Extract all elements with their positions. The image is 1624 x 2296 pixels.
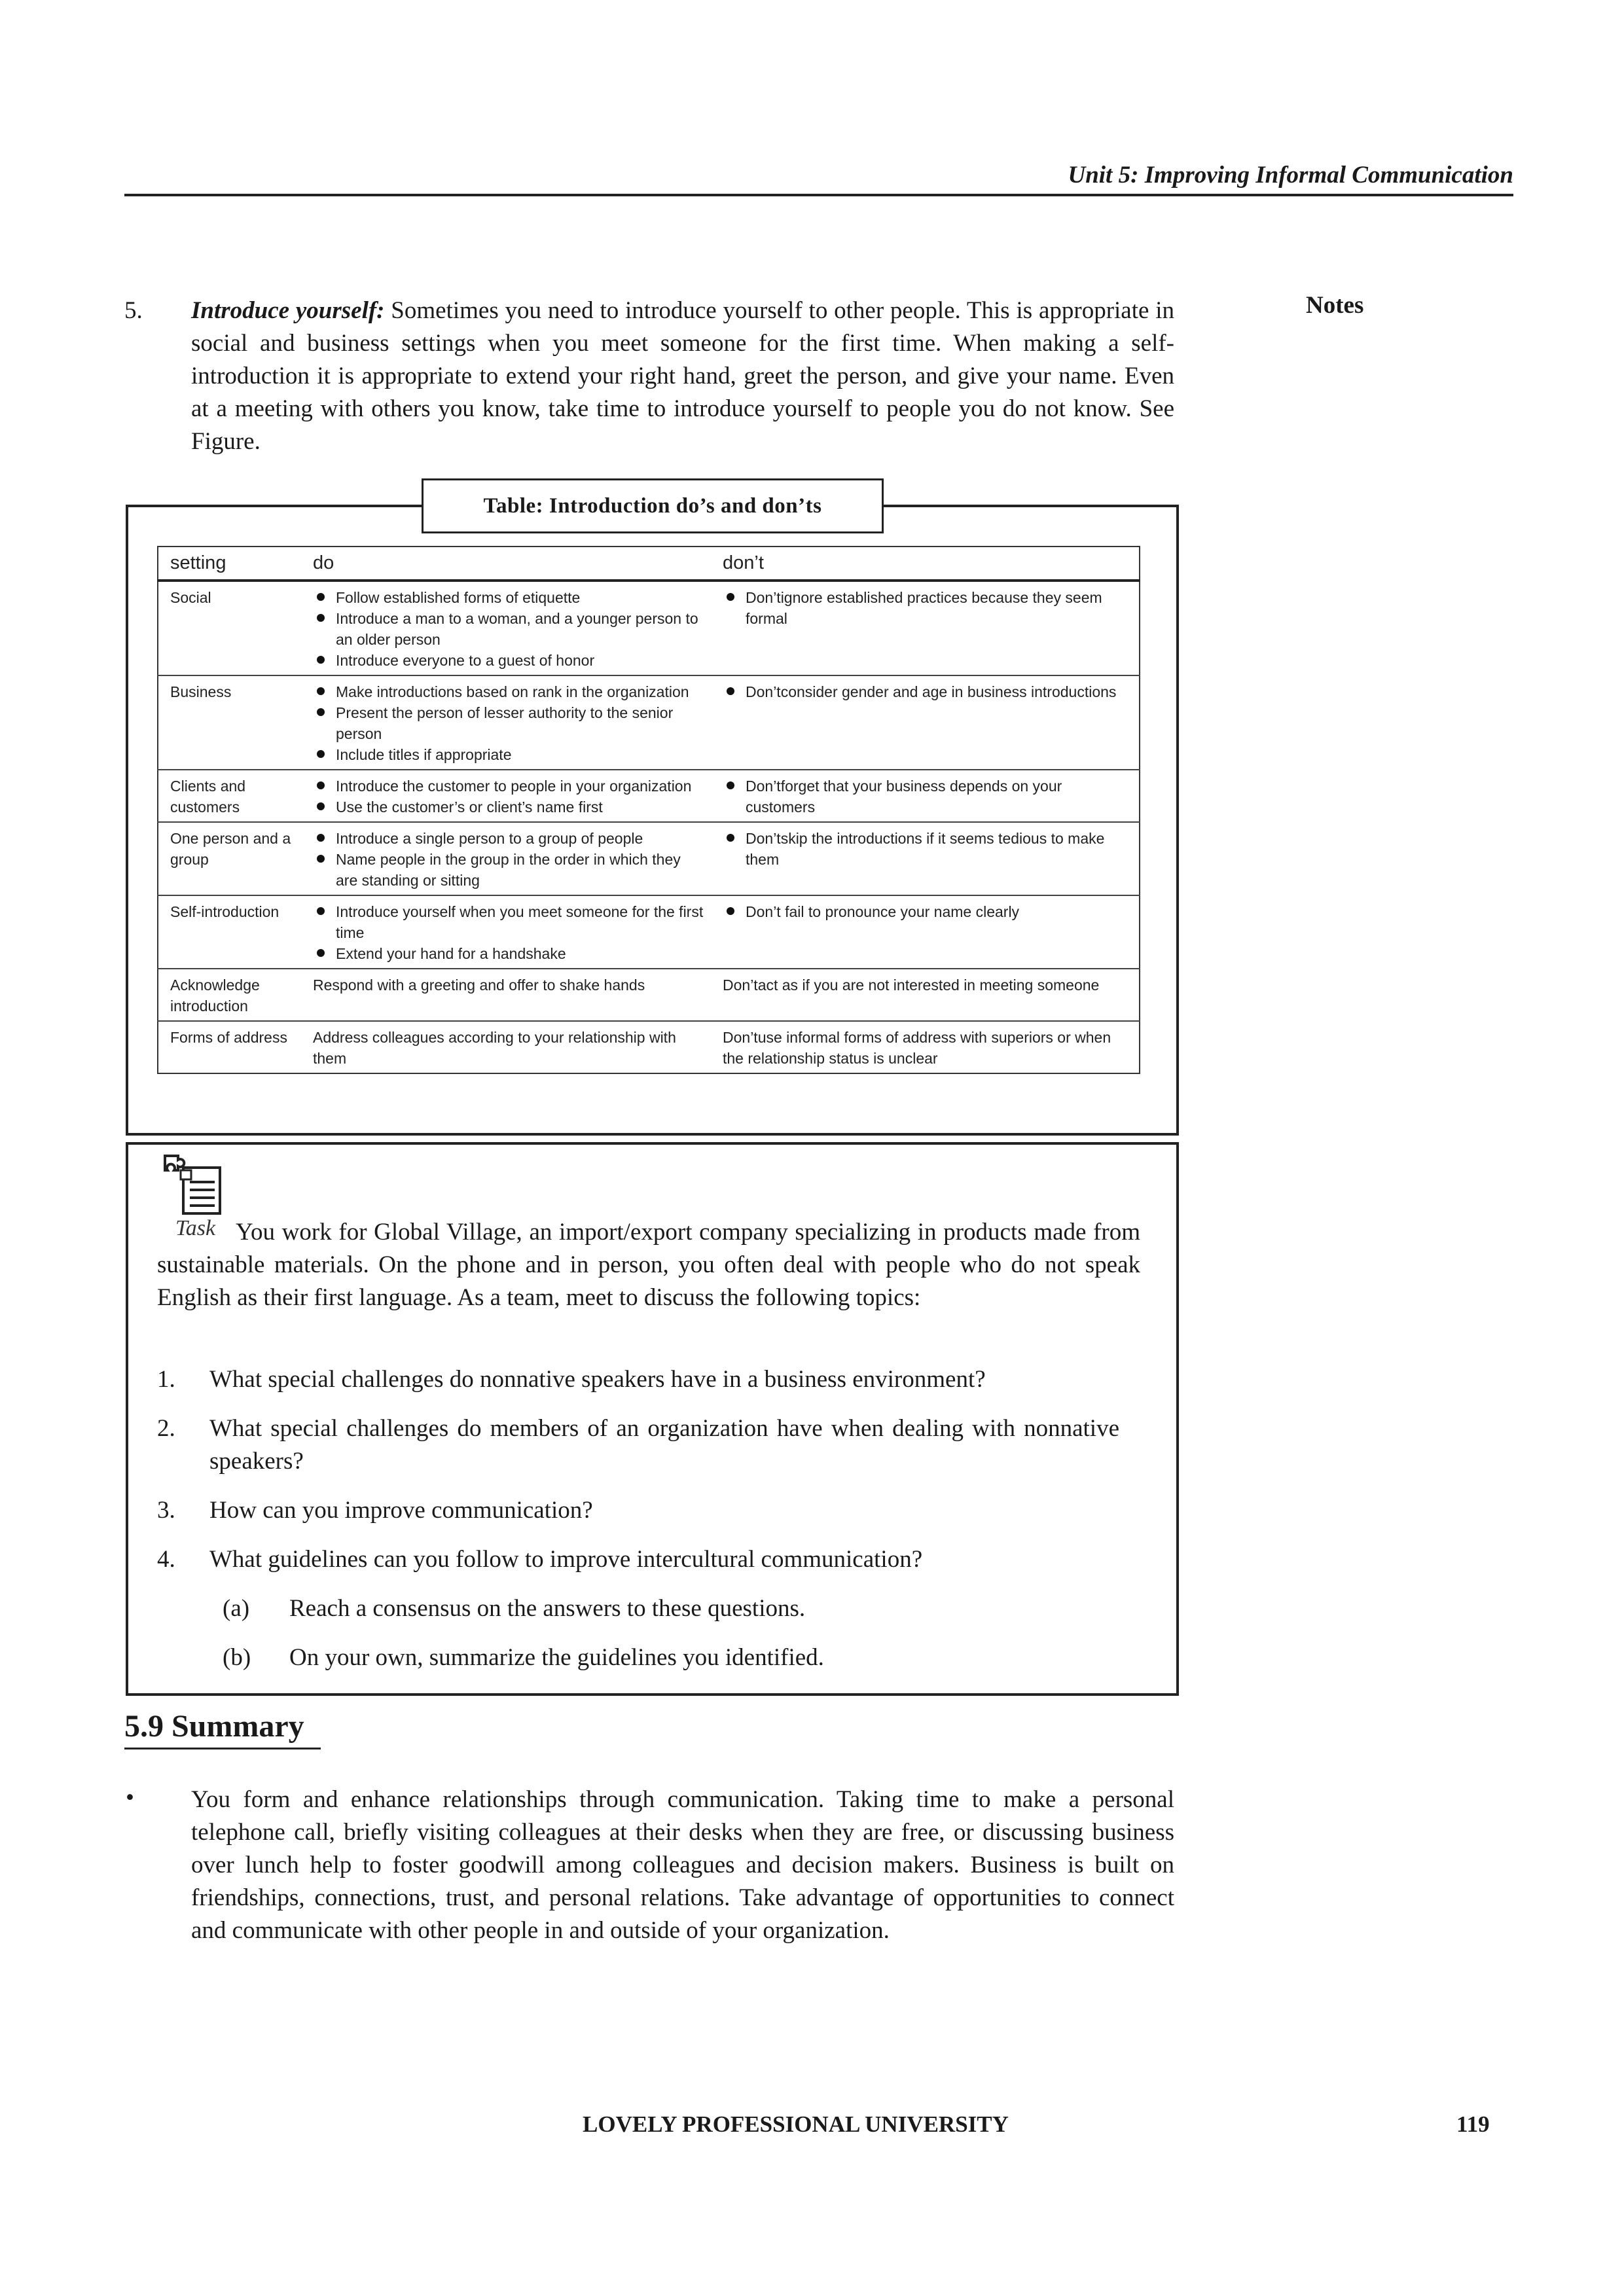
column-header-setting: setting bbox=[158, 547, 301, 581]
row-dont bbox=[711, 895, 1140, 969]
list-item: Present the person of lesser authority to the senior person bbox=[313, 702, 704, 744]
list-item: Introduce everyone to a guest of honor bbox=[313, 650, 704, 671]
list-item: Introduce the customer to people in your organization bbox=[313, 776, 704, 797]
task-icon-label: Task bbox=[175, 1216, 216, 1240]
row-setting: Self-introduction bbox=[158, 895, 301, 969]
task-question-number: 3. bbox=[157, 1497, 175, 1524]
table-row bbox=[158, 770, 1140, 822]
row-dont bbox=[711, 675, 1140, 770]
task-subitem-text: On your own, summarize the guidelines you identified. bbox=[289, 1644, 824, 1671]
table-row bbox=[158, 822, 1140, 895]
row-setting: Forms of address bbox=[158, 1021, 301, 1073]
table-caption: Table: Introduction do’s and don’ts bbox=[422, 478, 884, 533]
task-question-number: 2. bbox=[157, 1415, 175, 1442]
notes-margin-label: Notes bbox=[1306, 292, 1364, 319]
task-subitem-text: Reach a consensus on the answers to these questions. bbox=[289, 1595, 806, 1622]
column-header-do: do bbox=[301, 547, 711, 581]
task-question-text: How can you improve communication? bbox=[209, 1497, 593, 1524]
row-do: Address colleagues according to your relationship with them bbox=[301, 1021, 711, 1073]
list-item: Name people in the group in the order in which they are standing or sitting bbox=[313, 849, 704, 891]
row-do bbox=[301, 895, 711, 969]
row-setting: Clients and customers bbox=[158, 770, 301, 822]
row-setting: Acknowledge introduction bbox=[158, 969, 301, 1021]
list-item: Include titles if appropriate bbox=[313, 744, 704, 765]
list-item: Don’tconsider gender and age in business introductions bbox=[723, 681, 1132, 702]
intro-item-number: 5. bbox=[124, 297, 143, 324]
list-item: Don’tforget that your business depends on your customers bbox=[723, 776, 1132, 817]
introduction-table bbox=[157, 546, 1140, 1074]
list-item: Introduce a single person to a group of people bbox=[313, 828, 704, 849]
summary-heading-underline bbox=[124, 1748, 321, 1749]
task-question bbox=[157, 1494, 1119, 1527]
row-do bbox=[301, 581, 711, 675]
task-subitem-label: (b) bbox=[223, 1644, 251, 1671]
intro-item-lead: Introduce yourself: bbox=[191, 297, 385, 324]
task-question bbox=[157, 1363, 1119, 1396]
intro-item-text: Sometimes you need to introduce yourself to other people. This is appropriate in social and business settings when you meet someone for the first time. When making a self-introduction it is appropriate to extend your right hand, greet the person, and give your name. Even at a meeting with others you know, take time to introduce yourself to people you do not know. See Figure. bbox=[191, 297, 1174, 455]
task-intro: You work for Global Village, an import/export company specializing in products made from sustainable materials. On the phone and in person, you often deal with people who do not speak English as their first language. As a team, meet to discuss the following topics: bbox=[157, 1219, 1140, 1311]
column-header-dont: don’t bbox=[711, 547, 1140, 581]
task-question bbox=[157, 1543, 1119, 1576]
row-do bbox=[301, 822, 711, 895]
list-item: Don’t fail to pronounce your name clearly bbox=[723, 901, 1132, 922]
row-do bbox=[301, 770, 711, 822]
list-item: Make introductions based on rank in the organization bbox=[313, 681, 704, 702]
summary-heading: 5.9 Summary bbox=[124, 1709, 304, 1744]
row-setting: One person and a group bbox=[158, 822, 301, 895]
table-row bbox=[158, 1021, 1140, 1073]
row-dont: Don’tact as if you are not interested in meeting someone bbox=[711, 969, 1140, 1021]
task-question-text: What guidelines can you follow to improve intercultural communication? bbox=[209, 1546, 923, 1573]
row-setting: Social bbox=[170, 589, 211, 606]
task-subitem-label: (a) bbox=[223, 1595, 250, 1622]
task-subitem bbox=[223, 1592, 805, 1625]
table-row bbox=[158, 581, 1140, 675]
table-row bbox=[158, 969, 1140, 1021]
table-row bbox=[158, 895, 1140, 969]
task-question-text: What special challenges do members of an organization have when dealing with nonnative speakers? bbox=[209, 1415, 1119, 1475]
row-setting: Business bbox=[158, 675, 301, 770]
task-question-number: 4. bbox=[157, 1546, 175, 1573]
summary-text: You form and enhance relationships through communication. Taking time to make a personal telephone call, briefly visiting colleagues at their desks when they are free, or discussing business over lunch help to foster goodwill among colleagues and decision makers. Business is built on friendships, connections, trust, and personal relations. Take advantage of opportunities to connect and communicate with other people in and outside of your organization. bbox=[191, 1786, 1174, 1944]
row-do bbox=[301, 675, 711, 770]
list-item: Extend your hand for a handshake bbox=[313, 943, 704, 964]
task-question bbox=[157, 1412, 1119, 1478]
list-item: Don’tskip the introductions if it seems tedious to make them bbox=[723, 828, 1132, 870]
intro-item-body bbox=[191, 295, 1174, 458]
page-number: 119 bbox=[1456, 2111, 1490, 2137]
task-puzzle-icon bbox=[162, 1153, 228, 1219]
task-subitem bbox=[223, 1641, 824, 1674]
row-dont bbox=[711, 581, 1140, 675]
table-row bbox=[158, 675, 1140, 770]
footer-university: LOVELY PROFESSIONAL UNIVERSITY bbox=[583, 2111, 1009, 2137]
table-header-row bbox=[158, 547, 1140, 581]
list-item: Don’tignore established practices because they seem formal bbox=[723, 587, 1132, 629]
row-dont: Don’tuse informal forms of address with superiors or when the relationship status is unclear bbox=[711, 1021, 1140, 1073]
list-item: Introduce a man to a woman, and a younger person to an older person bbox=[313, 608, 704, 650]
list-item: Follow established forms of etiquette bbox=[313, 587, 704, 608]
list-item: Use the customer’s or client’s name first bbox=[313, 797, 704, 817]
header-rule bbox=[124, 194, 1513, 196]
task-question-number: 1. bbox=[157, 1366, 175, 1393]
row-do: Respond with a greeting and offer to shake hands bbox=[301, 969, 711, 1021]
summary-bullet: • bbox=[126, 1784, 134, 1811]
list-item: Introduce yourself when you meet someone for the first time bbox=[313, 901, 704, 943]
running-head: Unit 5: Improving Informal Communication bbox=[1068, 162, 1513, 188]
row-dont bbox=[711, 822, 1140, 895]
task-question-text: What special challenges do nonnative speakers have in a business environment? bbox=[209, 1366, 986, 1393]
row-dont bbox=[711, 770, 1140, 822]
